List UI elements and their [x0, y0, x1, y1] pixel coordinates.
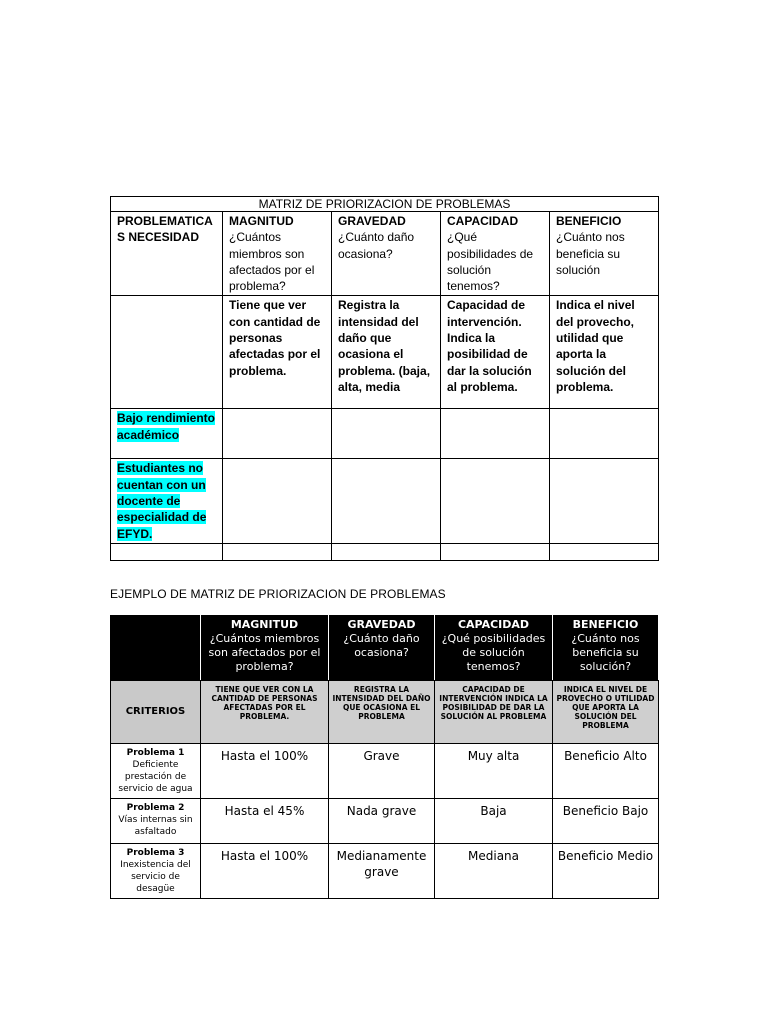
problem-cell [111, 459, 223, 543]
header-label: PROBLEMATICA S NECESIDAD [117, 214, 213, 245]
description-beneficio: Indica el nivel del provecho, utilidad que aporta la solución del problema. [550, 296, 659, 409]
header-beneficio [550, 212, 659, 296]
example-heading: EJEMPLO DE MATRIZ DE PRIORIZACION DE PROBLEMAS [110, 587, 446, 601]
table-row [111, 844, 659, 899]
magnitud-value: Hasta el 45% [201, 799, 329, 844]
header-label: MAGNITUD [229, 214, 294, 228]
capacidad-value: Baja [435, 799, 553, 844]
problem-name: Problema 2 [126, 803, 185, 813]
description-gravedad: Registra la intensidad del daño que ocasiona el problema. (baja, alta, media [332, 296, 441, 409]
empty-cell [111, 543, 223, 560]
header-question: ¿Cuánto daño ocasiona? [338, 230, 415, 261]
problem-description: Deficiente prestación de servicio de agua [118, 760, 193, 794]
table-row [111, 409, 659, 459]
problem-cell [111, 844, 201, 899]
problem-name: Problema 1 [126, 748, 185, 758]
empty-cell [441, 543, 550, 560]
header-label: CAPACIDAD [457, 618, 530, 631]
criteria-beneficio: INDICA EL NIVEL DE PROVECHO O UTILIDAD QUE APORTA LA SOLUCIÓN DEL PROBLEMA [553, 681, 659, 744]
empty-cell [332, 543, 441, 560]
example-matrix-table [110, 614, 659, 899]
problem-cell [111, 409, 223, 459]
magnitud-value: Hasta el 100% [201, 844, 329, 899]
table-row [111, 543, 659, 560]
header-label: BENEFICIO [572, 618, 639, 631]
table-row [111, 459, 659, 543]
header-question: ¿Cuánto nos beneficia su solución [556, 230, 625, 277]
header-label: GRAVEDAD [338, 214, 406, 228]
criteria-label: CRITERIOS [111, 681, 201, 744]
empty-cell [223, 543, 332, 560]
criteria-magnitud: TIENE QUE VER CON LA CANTIDAD DE PERSONAS AFECTADAS POR EL PROBLEMA. [201, 681, 329, 744]
header-question: ¿Cuánto daño ocasiona? [343, 632, 420, 659]
gravedad-value: Nada grave [329, 799, 435, 844]
criteria-capacidad: CAPACIDAD DE INTERVENCIÓN INDICA LA POSIBILIDAD DE DAR LA SOLUCIÓN AL PROBLEMA [435, 681, 553, 744]
header-gravedad [329, 615, 435, 681]
description-magnitud: Tiene que ver con cantidad de personas afectadas por el problema. [223, 296, 332, 409]
header-magnitud [201, 615, 329, 681]
beneficio-value: Beneficio Bajo [553, 799, 659, 844]
header-label: BENEFICIO [556, 214, 622, 228]
gravedad-value: Grave [329, 744, 435, 799]
header-gravedad [332, 212, 441, 296]
problem-name: Problema 3 [126, 848, 185, 858]
header-question: ¿Qué posibilidades de solución tenemos? [441, 632, 546, 673]
header-question: ¿Qué posibilidades de solución tenemos? [447, 230, 534, 294]
header-capacidad [441, 212, 550, 296]
header-label: GRAVEDAD [347, 618, 416, 631]
description-capacidad: Capacidad de intervención. Indica la posibilidad de dar la solución al problema. [441, 296, 550, 409]
empty-cell [441, 409, 550, 459]
header-magnitud [223, 212, 332, 296]
empty-cell [332, 409, 441, 459]
empty-cell [332, 459, 441, 543]
header-blank-cell [111, 615, 201, 681]
problem-label: Estudiantes no cuentan con un docente de especialidad de EFYD. [117, 461, 207, 541]
problem-description: Inexistencia del servicio de desagüe [120, 860, 191, 894]
header-label: MAGNITUD [230, 618, 299, 631]
capacidad-value: Mediana [435, 844, 553, 899]
header-question: ¿Cuántos miembros son afectados por el problema? [229, 230, 315, 294]
description-empty-cell [111, 296, 223, 409]
empty-cell [550, 459, 659, 543]
empty-cell [550, 409, 659, 459]
table-title: MATRIZ DE PRIORIZACION DE PROBLEMAS [111, 197, 659, 212]
problem-description: Vías internas sin asfaltado [118, 815, 193, 837]
empty-cell [223, 409, 332, 459]
criteria-gravedad: REGISTRA LA INTENSIDAD DEL DAÑO QUE OCASIONA EL PROBLEMA [329, 681, 435, 744]
table-row [111, 799, 659, 844]
header-question: ¿Cuántos miembros son afectados por el problema? [208, 632, 321, 673]
empty-cell [550, 543, 659, 560]
table-row [111, 744, 659, 799]
capacidad-value: Muy alta [435, 744, 553, 799]
beneficio-value: Beneficio Alto [553, 744, 659, 799]
header-beneficio [553, 615, 659, 681]
gravedad-value: Medianamente grave [329, 844, 435, 899]
header-capacidad [435, 615, 553, 681]
header-label: CAPACIDAD [447, 214, 519, 228]
beneficio-value: Beneficio Medio [553, 844, 659, 899]
problem-label: Bajo rendimiento académico [117, 411, 216, 442]
empty-cell [223, 459, 332, 543]
problem-cell [111, 744, 201, 799]
priorization-matrix-table [110, 196, 659, 561]
empty-cell [441, 459, 550, 543]
header-question: ¿Cuánto nos beneficia su solución? [571, 632, 640, 673]
header-problematica [111, 212, 223, 296]
problem-cell [111, 799, 201, 844]
magnitud-value: Hasta el 100% [201, 744, 329, 799]
